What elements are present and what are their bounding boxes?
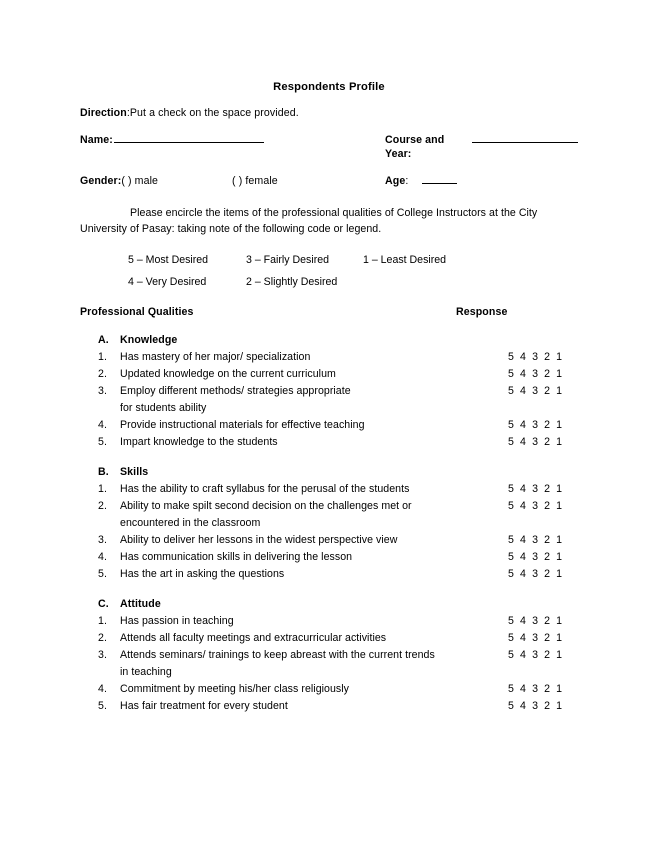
questionnaire-item [80,613,578,630]
item-text: Updated knowledge on the current curriculum [120,368,336,380]
questionnaire-item [80,366,578,383]
age-field-group [385,174,578,188]
direction-text: Put a check on the space provided. [129,107,299,119]
section-label: Attitude [120,598,161,610]
legend-row [128,271,578,293]
legend-code-1: 1 – Least Desired [363,254,447,266]
item-text: Commitment by meeting his/her class religiously [120,683,350,695]
section-label: Knowledge [120,334,178,346]
rating-legend [80,249,578,293]
item-text-continuation: for students ability [120,402,207,414]
questionnaire-item [80,532,578,549]
name-input[interactable] [114,133,264,143]
response-scale[interactable]: 5 4 3 2 1 [508,385,564,397]
item-text: Ability to make spilt second decision on the challenges met or [120,500,412,512]
questionnaire-item [80,349,578,366]
response-scale[interactable]: 5 4 3 2 1 [508,419,564,431]
gender-field-group [80,174,385,188]
item-number: 5. [98,568,107,580]
age-separator: : [405,175,409,187]
item-text: Has the art in asking the questions [120,568,285,580]
name-label: Name: [80,134,113,146]
item-text: Has fair treatment for every student [120,700,288,712]
item-number: 1. [98,483,107,495]
section-letter: A. [98,334,109,346]
item-text: Attends all faculty meetings and extracurricular activities [120,632,387,644]
response-scale[interactable]: 5 4 3 2 1 [508,436,564,448]
section-label: Skills [120,466,149,478]
legend-code-3: 3 – Fairly Desired [246,254,330,266]
questionnaire-item [80,647,578,664]
section-knowledge [80,332,578,451]
response-scale[interactable]: 5 4 3 2 1 [508,351,564,363]
section-heading [80,332,578,349]
item-number: 3. [98,649,107,661]
response-scale[interactable]: 5 4 3 2 1 [508,500,564,512]
item-number: 4. [98,683,107,695]
item-number: 5. [98,700,107,712]
item-text: Employ different methods/ strategies appropriate [120,385,351,397]
questionnaire-item [80,566,578,583]
questionnaire-item [80,549,578,566]
item-number: 2. [98,632,107,644]
questionnaire-item [80,417,578,434]
section-letter: B. [98,466,109,478]
section-heading [80,596,578,613]
direction-separator: : [126,107,130,119]
response-scale[interactable]: 5 4 3 2 1 [508,483,564,495]
section-attitude [80,596,578,715]
item-text: Has passion in teaching [120,615,234,627]
questionnaire-item [80,498,578,515]
section-skills [80,464,578,583]
item-text: Provide instructional materials for effective teaching [120,419,365,431]
item-number: 4. [98,419,107,431]
questionnaire-item [80,383,578,400]
direction-line [80,106,578,120]
response-scale[interactable]: 5 4 3 2 1 [508,683,564,695]
item-number: 1. [98,351,107,363]
instruction-paragraph: Please encircle the items of the professional qualities of College Instructors at the City University of Pasay: taking note of the following code or legend. [80,207,538,235]
section-heading [80,464,578,481]
name-field-group [80,133,385,147]
response-scale[interactable]: 5 4 3 2 1 [508,649,564,661]
gender-age-row [80,174,578,188]
direction-label: Direction [80,107,127,119]
item-number: 2. [98,368,107,380]
item-text: Attends seminars/ trainings to keep abreast with the current trends [120,649,435,661]
item-number: 4. [98,551,107,563]
item-text-continuation: in teaching [120,666,172,678]
item-number: 1. [98,615,107,627]
gender-option-male[interactable]: ( ) male [121,175,159,187]
legend-row [128,249,578,271]
questionnaire-item [80,630,578,647]
section-letter: C. [98,598,109,610]
age-label: Age [385,175,406,187]
course-label: Course and Year: [385,134,445,160]
item-text: Ability to deliver her lessons in the widest perspective view [120,534,398,546]
response-scale[interactable]: 5 4 3 2 1 [508,534,564,546]
course-field-group [385,133,578,161]
questionnaire-sections [80,332,578,715]
item-text: Has mastery of her major/ specialization [120,351,311,363]
response-scale[interactable]: 5 4 3 2 1 [508,615,564,627]
column-header-response: Response [456,306,508,318]
name-course-row [80,133,578,161]
page-title: Respondents Profile [273,81,385,93]
legend-code-4: 4 – Very Desired [128,276,207,288]
column-headers [80,305,578,319]
gender-option-female[interactable]: ( ) female [232,175,278,187]
response-scale[interactable]: 5 4 3 2 1 [508,368,564,380]
item-number: 3. [98,534,107,546]
age-input[interactable] [422,174,457,184]
item-text: Impart knowledge to the students [120,436,278,448]
item-number: 2. [98,500,107,512]
gender-label: Gender: [80,175,122,187]
questionnaire-item [80,481,578,498]
questionnaire-item [80,681,578,698]
legend-code-2: 2 – Slightly Desired [246,276,338,288]
questionnaire-item [80,698,578,715]
course-input[interactable] [472,133,578,143]
column-header-qualities: Professional Qualities [80,306,194,318]
item-text: Has the ability to craft syllabus for the perusal of the students [120,483,410,495]
item-number: 5. [98,436,107,448]
response-scale[interactable]: 5 4 3 2 1 [508,568,564,580]
legend-code-5: 5 – Most Desired [128,254,209,266]
response-scale[interactable]: 5 4 3 2 1 [508,632,564,644]
response-scale[interactable]: 5 4 3 2 1 [508,700,564,712]
response-scale[interactable]: 5 4 3 2 1 [508,551,564,563]
item-number: 3. [98,385,107,397]
questionnaire-item [80,434,578,451]
item-text-continuation: encountered in the classroom [120,517,261,529]
item-text: Has communication skills in delivering the lesson [120,551,353,563]
